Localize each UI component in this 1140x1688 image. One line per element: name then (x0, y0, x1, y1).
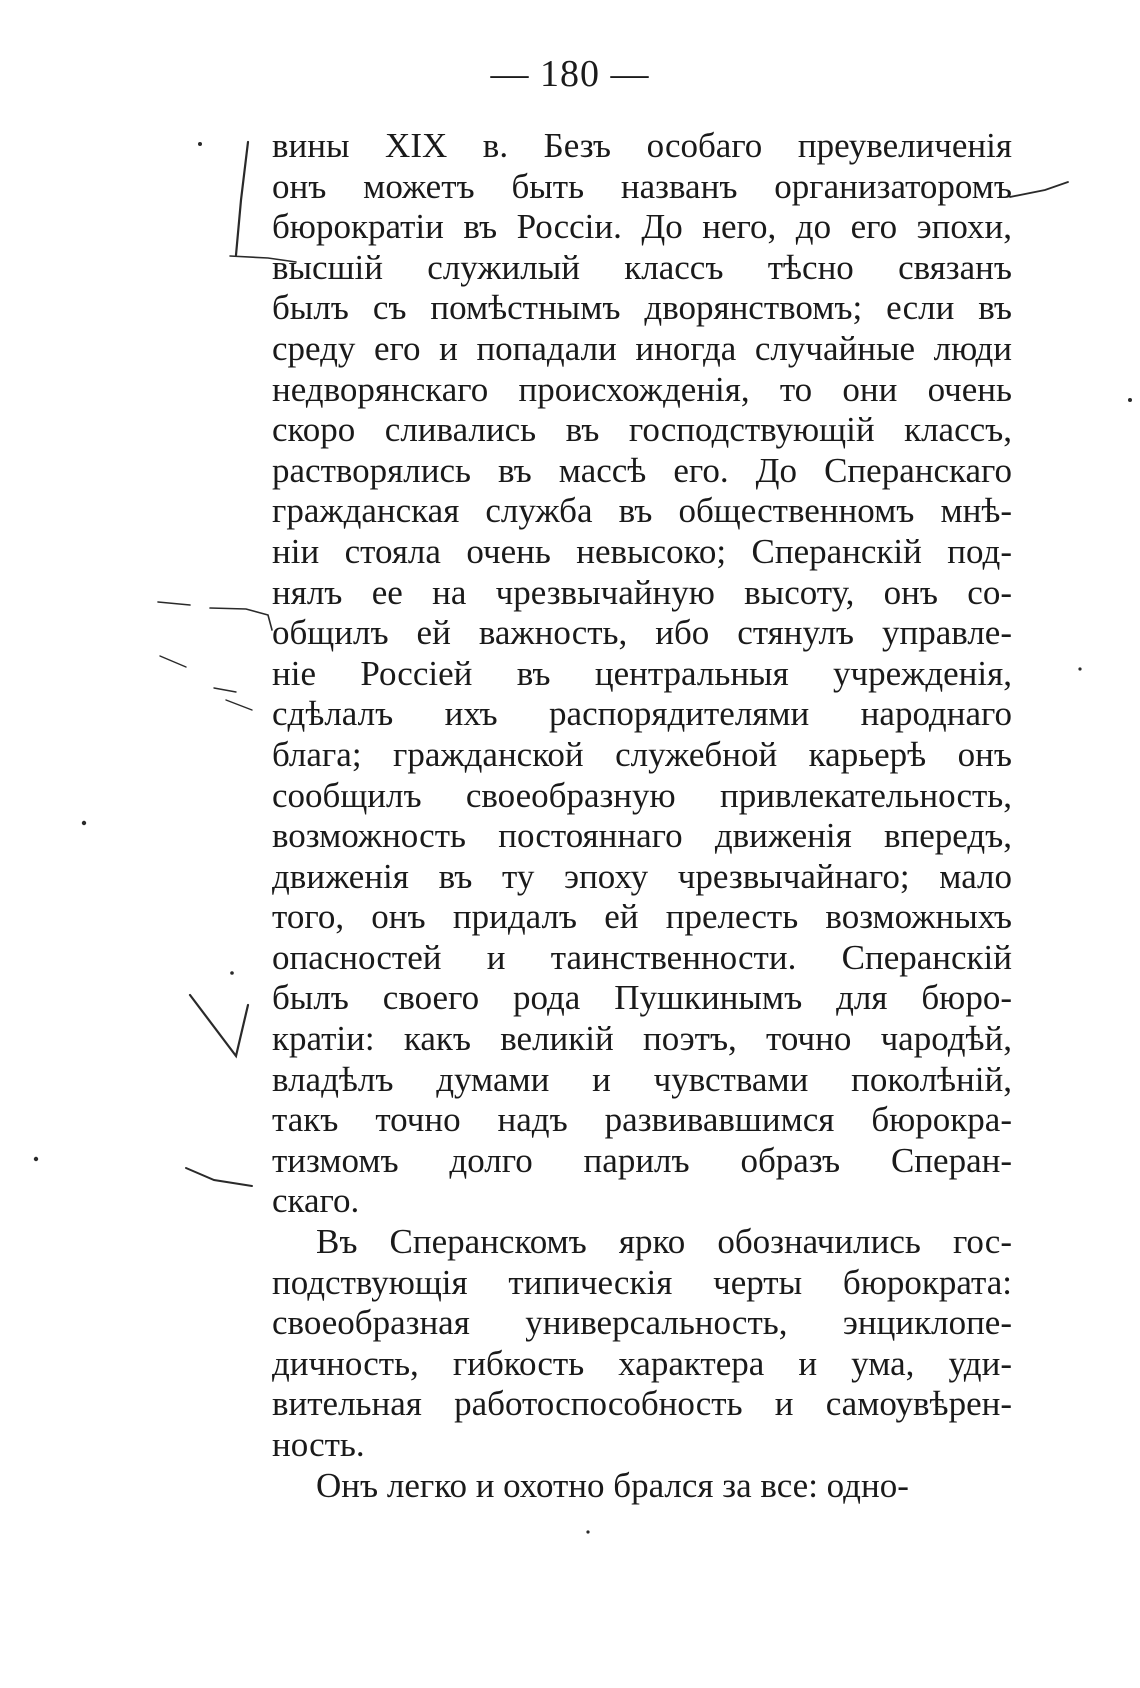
text-line: растворялись въ массѣ его. До Сперанскаго (272, 450, 1012, 490)
text-line: ность. (272, 1425, 365, 1464)
text-line: того, онъ придалъ ей прелесть возможныхъ (272, 897, 1012, 937)
margin-dash-mid-2 (214, 688, 236, 692)
text-line: тизмомъ долго парилъ образъ Сперан- (272, 1140, 1012, 1180)
margin-dash-lower (186, 1168, 252, 1186)
margin-dot (82, 821, 86, 825)
text-line: блага; гражданской служебной карьерѣ онъ (272, 734, 1012, 774)
margin-dash-mid-3 (226, 700, 252, 710)
text-line: вины XIX в. Безъ особаго преувеличенія (272, 126, 1012, 165)
margin-dot (1128, 398, 1132, 402)
text-line: среду его и попадали иногда случайные люди (272, 328, 1012, 368)
text-line: возможность постояннаго движенія впередъ, (272, 816, 1012, 856)
text-line: Въ Сперанскомъ ярко обозначились гос- (316, 1222, 1012, 1262)
text-line: былъ съ помѣстнымъ дворянствомъ; если въ (272, 288, 1012, 328)
margin-dot (198, 142, 202, 146)
text-line: сообщилъ своеобразную привлекательность, (272, 775, 1012, 815)
margin-dot (230, 971, 234, 975)
text-line: опасностей и таинственности. Сперанскій (272, 937, 1012, 977)
margin-dash-upper (158, 602, 190, 605)
text-line: скаго. (272, 1181, 360, 1221)
margin-dot (34, 1157, 38, 1161)
text-line: онъ можетъ быть названъ организаторомъ (272, 166, 1012, 206)
text-line: недворянскаго происхожденія, то они очень (272, 369, 1012, 409)
text-line: подствующія типическія черты бюрократа: (272, 1262, 1012, 1302)
text-line: кратіи: какъ великій поэтъ, точно чародѣй, (272, 1019, 1012, 1059)
margin-tick-right (1010, 182, 1068, 197)
margin-check-mark (190, 995, 248, 1056)
margin-dot (1078, 667, 1081, 670)
text-line: такъ точно надъ развивавшимся бюрокра- (272, 1100, 1012, 1140)
text-line: общилъ ей важность, ибо стянулъ управле- (272, 613, 1012, 653)
margin-dash-mid (160, 656, 186, 667)
text-line: гражданская служба въ общественномъ мнѣ- (272, 491, 1012, 531)
text-line: нялъ ее на чрезвычайную высоту, онъ со- (272, 572, 1012, 612)
text-line: дичность, гибкость характера и ума, уди- (272, 1343, 1012, 1383)
body-text (272, 126, 1012, 1506)
text-line: владѣлъ думами и чувствами поколѣній, (272, 1059, 1012, 1099)
text-line: ніи стояла очень невысоко; Сперанскій под- (272, 531, 1012, 571)
text-line: ніе Россіей въ центральныя учрежденія, (272, 653, 1012, 693)
text-line: скоро сливались въ господствующій классъ, (272, 410, 1012, 450)
page-number: — 180 — (490, 53, 650, 95)
text-line: Онъ легко и охотно брался за все: одно- (316, 1465, 909, 1505)
text-line: своеобразная универсальность, энциклопе- (272, 1303, 1012, 1343)
text-line: высшій служилый классъ тѣсно связанъ (272, 247, 1012, 287)
text-line: движенія въ ту эпоху чрезвычайнаго; мало (272, 856, 1012, 896)
text-line: бюрократіи въ Россіи. До него, до его эпохи, (272, 207, 1012, 247)
margin-bracket-stroke (236, 142, 248, 255)
margin-dash-upper-2 (210, 608, 272, 630)
margin-dot (586, 1530, 589, 1533)
text-line: сдѣлалъ ихъ распорядителями народнаго (272, 694, 1012, 734)
text-line: былъ своего рода Пушкинымъ для бюро- (272, 978, 1012, 1018)
text-line: вительная работоспособность и самоувѣрен- (272, 1384, 1012, 1424)
